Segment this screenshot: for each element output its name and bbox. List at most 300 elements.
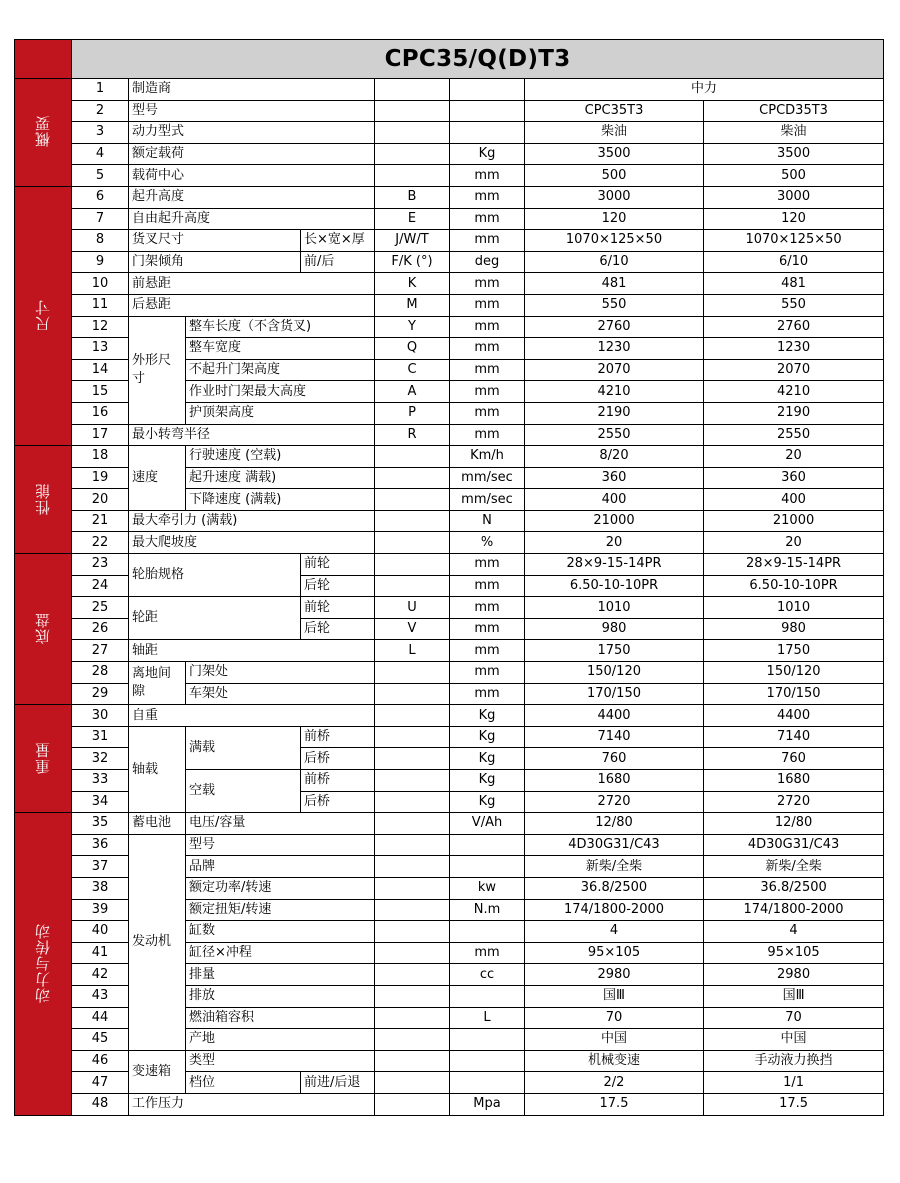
group-label: 满载 (186, 726, 301, 769)
item-label: 行驶速度 (空载) (186, 446, 375, 468)
value-model-1: 2720 (525, 791, 704, 813)
unit-cell (450, 834, 525, 856)
item-label: 额定载荷 (129, 143, 375, 165)
unit-cell: mm (450, 402, 525, 424)
row-number: 38 (72, 877, 129, 899)
row-number: 35 (72, 813, 129, 835)
unit-cell: Kg (450, 770, 525, 792)
group-label: 外形尺寸 (129, 316, 186, 424)
value-model-1: 6.50-10-10PR (525, 575, 704, 597)
value-model-1: 28×9-15-14PR (525, 554, 704, 576)
value-model-2: CPCD35T3 (704, 100, 884, 122)
unit-cell: mm (450, 208, 525, 230)
value-model-2: 400 (704, 489, 884, 511)
table-row (15, 122, 884, 144)
value-model-2: 4D30G31/C43 (704, 834, 884, 856)
code-cell (375, 985, 450, 1007)
row-number: 8 (72, 230, 129, 252)
value-model-2: 新柴/全柴 (704, 856, 884, 878)
value-model-2: 6/10 (704, 251, 884, 273)
code-cell (375, 1093, 450, 1115)
item-label: 档位 (186, 1072, 301, 1094)
value-model-2: 2190 (704, 402, 884, 424)
row-number: 37 (72, 856, 129, 878)
row-number: 12 (72, 316, 129, 338)
value-model-2: 3000 (704, 186, 884, 208)
row-number: 20 (72, 489, 129, 511)
table-row (15, 554, 884, 576)
table-row (15, 813, 884, 835)
row-number: 6 (72, 186, 129, 208)
item-label: 电压/容量 (186, 813, 375, 835)
sub-label: 前桥 (301, 770, 375, 792)
page-title: CPC35/Q(D)T3 (72, 40, 884, 79)
title-row (15, 40, 884, 79)
value-model-1: 70 (525, 1007, 704, 1029)
table-row (15, 424, 884, 446)
unit-cell: Kg (450, 791, 525, 813)
group-label: 离地间隙 (129, 662, 186, 705)
value-model-1: 7140 (525, 726, 704, 748)
value-model-2: 6.50-10-10PR (704, 575, 884, 597)
title-corner (15, 40, 72, 79)
value-model-2: 1680 (704, 770, 884, 792)
row-number: 33 (72, 770, 129, 792)
value-model-2: 2980 (704, 964, 884, 986)
value-model-1: 中国 (525, 1029, 704, 1051)
category-chassis (15, 554, 72, 705)
row-number: 42 (72, 964, 129, 986)
value-model-1: 2550 (525, 424, 704, 446)
table-row (15, 726, 884, 748)
value-model-2: 120 (704, 208, 884, 230)
unit-cell (450, 921, 525, 943)
code-cell: L (375, 640, 450, 662)
value-model-1: 21000 (525, 510, 704, 532)
code-cell: K (375, 273, 450, 295)
code-cell (375, 1072, 450, 1094)
value-model-1: 95×105 (525, 942, 704, 964)
table-row (15, 640, 884, 662)
value-model-2: 1070×125×50 (704, 230, 884, 252)
code-cell: C (375, 359, 450, 381)
row-number: 41 (72, 942, 129, 964)
spec-table (14, 39, 884, 1116)
row-number: 25 (72, 597, 129, 619)
code-cell (375, 662, 450, 684)
unit-cell: N.m (450, 899, 525, 921)
unit-cell: mm (450, 597, 525, 619)
code-cell (375, 489, 450, 511)
item-label: 前悬距 (129, 273, 375, 295)
item-label: 最大牵引力 (满载) (129, 510, 375, 532)
sub-label: 前桥 (301, 726, 375, 748)
group-label: 轮胎规格 (129, 554, 301, 597)
value-model-2: 柴油 (704, 122, 884, 144)
unit-cell: N (450, 510, 525, 532)
code-cell (375, 467, 450, 489)
item-label: 起升高度 (129, 186, 375, 208)
item-label: 最大爬坡度 (129, 532, 375, 554)
value-model-1: 20 (525, 532, 704, 554)
code-cell (375, 856, 450, 878)
code-cell: F/K (°) (375, 251, 450, 273)
item-label: 额定扭矩/转速 (186, 899, 375, 921)
item-label: 下降速度 (满载) (186, 489, 375, 511)
item-label: 产地 (186, 1029, 375, 1051)
item-label: 型号 (129, 100, 375, 122)
row-number: 21 (72, 510, 129, 532)
unit-cell: mm (450, 338, 525, 360)
unit-cell: Kg (450, 705, 525, 727)
row-number: 9 (72, 251, 129, 273)
row-number: 1 (72, 79, 129, 101)
table-row (15, 597, 884, 619)
value-model-2: 7140 (704, 726, 884, 748)
code-cell (375, 921, 450, 943)
value-model-2: 500 (704, 165, 884, 187)
unit-cell: Mpa (450, 1093, 525, 1115)
unit-cell: L (450, 1007, 525, 1029)
category-label: 概要 (34, 115, 52, 148)
item-label: 动力型式 (129, 122, 375, 144)
unit-cell: mm (450, 273, 525, 295)
value-model-2: 70 (704, 1007, 884, 1029)
unit-cell: mm (450, 575, 525, 597)
sub-label: 后轮 (301, 575, 375, 597)
sub-label: 前进/后退 (301, 1072, 375, 1094)
category-label: 性能 (34, 482, 52, 515)
value-model-1: 4D30G31/C43 (525, 834, 704, 856)
code-cell (375, 705, 450, 727)
item-label: 起升速度 满载) (186, 467, 375, 489)
code-cell (375, 683, 450, 705)
value-model-1: 174/1800-2000 (525, 899, 704, 921)
row-number: 13 (72, 338, 129, 360)
table-row (15, 186, 884, 208)
item-label: 燃油箱容积 (186, 1007, 375, 1029)
value-model-2: 2720 (704, 791, 884, 813)
value-model-1: 2190 (525, 402, 704, 424)
unit-cell: cc (450, 964, 525, 986)
code-cell (375, 1050, 450, 1072)
unit-cell: mm (450, 640, 525, 662)
value-model-1: 柴油 (525, 122, 704, 144)
item-label: 缸径×冲程 (186, 942, 375, 964)
sub-label: 后桥 (301, 791, 375, 813)
item-label: 护顶架高度 (186, 402, 375, 424)
unit-cell: % (450, 532, 525, 554)
table-row (15, 100, 884, 122)
value-model-2: 28×9-15-14PR (704, 554, 884, 576)
code-cell (375, 554, 450, 576)
value-model-1: 新柴/全柴 (525, 856, 704, 878)
value-model-1: 1010 (525, 597, 704, 619)
row-number: 32 (72, 748, 129, 770)
row-number: 36 (72, 834, 129, 856)
item-label: 整车长度（不含货叉) (186, 316, 375, 338)
table-row (15, 79, 884, 101)
code-cell: E (375, 208, 450, 230)
item-label: 门架处 (186, 662, 375, 684)
unit-cell (450, 79, 525, 101)
unit-cell: mm/sec (450, 489, 525, 511)
value-model-1: 6/10 (525, 251, 704, 273)
row-number: 30 (72, 705, 129, 727)
code-cell: A (375, 381, 450, 403)
item-label: 排放 (186, 985, 375, 1007)
item-label: 车架处 (186, 683, 375, 705)
value-model-2: 1750 (704, 640, 884, 662)
item-label: 不起升门架高度 (186, 359, 375, 381)
value-model-2: 21000 (704, 510, 884, 532)
item-label: 后悬距 (129, 294, 375, 316)
row-number: 29 (72, 683, 129, 705)
code-cell (375, 79, 450, 101)
code-cell (375, 143, 450, 165)
row-number: 48 (72, 1093, 129, 1115)
row-number: 34 (72, 791, 129, 813)
code-cell (375, 791, 450, 813)
table-row (15, 510, 884, 532)
group-label: 轮距 (129, 597, 301, 640)
value-model-1: 1750 (525, 640, 704, 662)
value-model-2: 95×105 (704, 942, 884, 964)
table-row (15, 230, 884, 252)
item-label: 类型 (186, 1050, 375, 1072)
unit-cell (450, 985, 525, 1007)
table-row (15, 316, 884, 338)
row-number: 17 (72, 424, 129, 446)
unit-cell (450, 122, 525, 144)
unit-cell: mm (450, 230, 525, 252)
value-model-1: 400 (525, 489, 704, 511)
item-label: 最小转弯半径 (129, 424, 375, 446)
value-model-1: 360 (525, 467, 704, 489)
value-model-1: 3000 (525, 186, 704, 208)
item-label: 型号 (186, 834, 375, 856)
sub-label: 后轮 (301, 618, 375, 640)
value-model-1: 1680 (525, 770, 704, 792)
row-number: 22 (72, 532, 129, 554)
row-number: 3 (72, 122, 129, 144)
code-cell: R (375, 424, 450, 446)
value-model-1: 3500 (525, 143, 704, 165)
code-cell (375, 877, 450, 899)
unit-cell: Kg (450, 726, 525, 748)
value-model-2: 36.8/2500 (704, 877, 884, 899)
code-cell (375, 748, 450, 770)
row-number: 2 (72, 100, 129, 122)
unit-cell: kw (450, 877, 525, 899)
code-cell: P (375, 402, 450, 424)
code-cell: U (375, 597, 450, 619)
row-number: 31 (72, 726, 129, 748)
table-row (15, 165, 884, 187)
value-model-2: 980 (704, 618, 884, 640)
category-weight (15, 705, 72, 813)
category-label: 动力与传动 (34, 922, 52, 1003)
value-model-2: 1010 (704, 597, 884, 619)
item-label: 作业时门架最大高度 (186, 381, 375, 403)
category-label: 底盘 (34, 612, 52, 645)
sub-label: 前轮 (301, 597, 375, 619)
value-model-2: 481 (704, 273, 884, 295)
value-model-2: 手动液力换挡 (704, 1050, 884, 1072)
value-model-2: 2550 (704, 424, 884, 446)
category-overview (15, 79, 72, 187)
code-cell (375, 899, 450, 921)
code-cell (375, 165, 450, 187)
value-model-2: 17.5 (704, 1093, 884, 1115)
row-number: 47 (72, 1072, 129, 1094)
unit-cell: deg (450, 251, 525, 273)
code-cell (375, 100, 450, 122)
code-cell (375, 446, 450, 468)
unit-cell (450, 1072, 525, 1094)
code-cell (375, 510, 450, 532)
value-model-1: 2760 (525, 316, 704, 338)
code-cell (375, 532, 450, 554)
code-cell: M (375, 294, 450, 316)
code-cell (375, 122, 450, 144)
group-label: 变速箱 (129, 1050, 186, 1093)
value-model-2: 20 (704, 532, 884, 554)
value-model-2: 170/150 (704, 683, 884, 705)
value-model-1: 4210 (525, 381, 704, 403)
table-row (15, 143, 884, 165)
group-label: 蓄电池 (129, 813, 186, 835)
item-label: 货叉尺寸 (129, 230, 301, 252)
row-number: 7 (72, 208, 129, 230)
unit-cell (450, 1029, 525, 1051)
spec-sheet (14, 39, 883, 1116)
row-number: 43 (72, 985, 129, 1007)
row-number: 5 (72, 165, 129, 187)
category-label: 尺寸 (34, 299, 52, 332)
category-label: 重量 (34, 741, 52, 774)
row-number: 23 (72, 554, 129, 576)
sub-label: 长×宽×厚 (301, 230, 375, 252)
unit-cell: mm (450, 424, 525, 446)
row-number: 27 (72, 640, 129, 662)
code-cell: B (375, 186, 450, 208)
sub-label: 前/后 (301, 251, 375, 273)
value-model-1: 2/2 (525, 1072, 704, 1094)
value-model-2: 国Ⅲ (704, 985, 884, 1007)
item-label: 额定功率/转速 (186, 877, 375, 899)
manufacturer-value: 中力 (525, 79, 884, 101)
value-model-2: 20 (704, 446, 884, 468)
row-number: 39 (72, 899, 129, 921)
row-number: 26 (72, 618, 129, 640)
unit-cell: mm/sec (450, 467, 525, 489)
value-model-2: 12/80 (704, 813, 884, 835)
value-model-1: 12/80 (525, 813, 704, 835)
code-cell (375, 834, 450, 856)
unit-cell: Km/h (450, 446, 525, 468)
value-model-1: 120 (525, 208, 704, 230)
value-model-1: 1070×125×50 (525, 230, 704, 252)
value-model-2: 4400 (704, 705, 884, 727)
code-cell (375, 1007, 450, 1029)
row-number: 40 (72, 921, 129, 943)
value-model-2: 2760 (704, 316, 884, 338)
item-label: 工作压力 (129, 1093, 375, 1115)
value-model-2: 150/120 (704, 662, 884, 684)
sub-label: 后桥 (301, 748, 375, 770)
group-label: 速度 (129, 446, 186, 511)
row-number: 18 (72, 446, 129, 468)
item-label: 制造商 (129, 79, 375, 101)
item-label: 门架倾角 (129, 251, 301, 273)
unit-cell: mm (450, 554, 525, 576)
group-label: 轴载 (129, 726, 186, 812)
row-number: 10 (72, 273, 129, 295)
unit-cell: mm (450, 942, 525, 964)
code-cell: J/W/T (375, 230, 450, 252)
value-model-1: 17.5 (525, 1093, 704, 1115)
table-row (15, 705, 884, 727)
value-model-1: 2980 (525, 964, 704, 986)
value-model-2: 4210 (704, 381, 884, 403)
unit-cell: mm (450, 165, 525, 187)
value-model-2: 550 (704, 294, 884, 316)
value-model-2: 1230 (704, 338, 884, 360)
row-number: 28 (72, 662, 129, 684)
code-cell (375, 942, 450, 964)
sub-label: 前轮 (301, 554, 375, 576)
value-model-2: 2070 (704, 359, 884, 381)
table-row (15, 251, 884, 273)
table-row (15, 208, 884, 230)
value-model-1: 4 (525, 921, 704, 943)
code-cell (375, 726, 450, 748)
table-row (15, 834, 884, 856)
value-model-1: 国Ⅲ (525, 985, 704, 1007)
value-model-1: 550 (525, 294, 704, 316)
category-performance (15, 446, 72, 554)
value-model-2: 360 (704, 467, 884, 489)
code-cell (375, 770, 450, 792)
value-model-2: 760 (704, 748, 884, 770)
item-label: 轴距 (129, 640, 375, 662)
table-row (15, 1093, 884, 1115)
value-model-1: 760 (525, 748, 704, 770)
item-label: 缸数 (186, 921, 375, 943)
code-cell: Y (375, 316, 450, 338)
row-number: 4 (72, 143, 129, 165)
value-model-1: 36.8/2500 (525, 877, 704, 899)
unit-cell (450, 1050, 525, 1072)
item-label: 自由起升高度 (129, 208, 375, 230)
code-cell (375, 575, 450, 597)
value-model-1: 机械变速 (525, 1050, 704, 1072)
unit-cell: mm (450, 618, 525, 640)
table-row (15, 1050, 884, 1072)
unit-cell: Kg (450, 143, 525, 165)
code-cell: Q (375, 338, 450, 360)
value-model-1: 2070 (525, 359, 704, 381)
unit-cell: mm (450, 683, 525, 705)
table-row (15, 532, 884, 554)
value-model-2: 中国 (704, 1029, 884, 1051)
value-model-1: 8/20 (525, 446, 704, 468)
row-number: 24 (72, 575, 129, 597)
item-label: 整车宽度 (186, 338, 375, 360)
row-number: 19 (72, 467, 129, 489)
row-number: 46 (72, 1050, 129, 1072)
